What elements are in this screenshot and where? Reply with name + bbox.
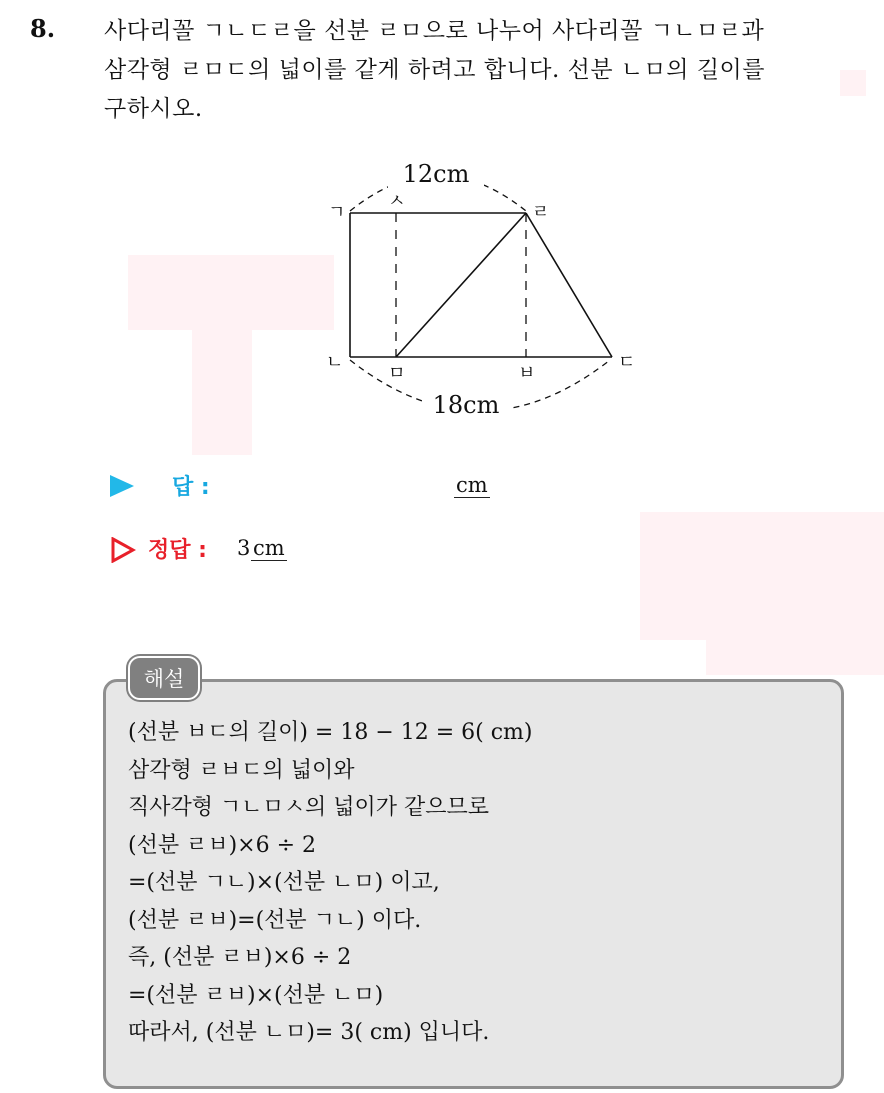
side-rd xyxy=(526,213,612,357)
bottom-length-label: 18cm xyxy=(432,391,500,419)
vertex-label-s: ㅅ xyxy=(388,191,406,212)
correct-answer-unit: cm xyxy=(253,536,285,560)
segment-rm xyxy=(396,213,526,357)
hollow-play-icon xyxy=(110,537,136,563)
question-number: 8. xyxy=(30,14,56,43)
filled-play-icon xyxy=(110,475,134,497)
explanation-body xyxy=(128,714,828,1052)
explanation-tab: 해설 xyxy=(128,656,200,700)
correct-answer-value: 3 xyxy=(237,536,251,560)
vertex-label-d: ㄷ xyxy=(618,352,636,373)
trapezoid-figure xyxy=(310,152,650,427)
background-blotch xyxy=(128,255,334,330)
vertex-label-r: ㄹ xyxy=(532,202,550,223)
explanation-box xyxy=(103,679,844,1089)
question-line: 구하시오. xyxy=(104,96,203,122)
answer-label: 답 : xyxy=(172,475,210,500)
background-blotch xyxy=(706,635,884,675)
trapezoid-diagram xyxy=(310,152,650,427)
explanation-line: 삼각형 ㄹㅂㄷ의 넓이와 xyxy=(128,757,355,783)
answer-unit: cm xyxy=(456,473,488,497)
top-length-label: 12cm xyxy=(402,160,470,188)
explanation-line: =(선분 ㄱㄴ)×(선분 ㄴㅁ) 이고, xyxy=(128,870,440,895)
explanation-line: 따라서, (선분 ㄴㅁ)= 3( cm) 입니다. xyxy=(128,1020,490,1045)
explanation-line: (선분 ㄹㅂ)×6 ÷ 2 xyxy=(128,832,317,858)
question-text xyxy=(104,12,874,129)
question-line: 삼각형 ㄹㅁㄷ의 넓이를 같게 하려고 합니다. 선분 ㄴㅁ의 길이를 xyxy=(104,57,765,83)
vertex-label-g: ㄱ xyxy=(328,202,346,223)
explanation-line: =(선분 ㄹㅂ)×(선분 ㄴㅁ) xyxy=(128,982,384,1008)
vertex-label-n: ㄴ xyxy=(326,352,344,373)
question-line: 사다리꼴 ㄱㄴㄷㄹ을 선분 ㄹㅁ으로 나누어 사다리꼴 ㄱㄴㅁㄹ과 xyxy=(104,18,765,44)
background-blotch xyxy=(192,325,252,455)
explanation-line: (선분 ㅂㄷ의 길이) = 18 − 12 = 6( cm) xyxy=(128,720,533,745)
explanation-line: 즉, (선분 ㄹㅂ)×6 ÷ 2 xyxy=(128,945,352,970)
correct-answer-row xyxy=(110,533,710,569)
explanation-line: 직사각형 ㄱㄴㅁㅅ의 넓이가 같으므로 xyxy=(128,795,490,820)
explanation-line: (선분 ㄹㅂ)=(선분 ㄱㄴ) 이다. xyxy=(128,907,422,933)
vertex-label-m: ㅁ xyxy=(388,363,406,384)
background-blotch xyxy=(640,512,884,640)
correct-answer-label: 정답 : xyxy=(148,538,207,563)
answer-row xyxy=(110,470,710,504)
vertex-label-b: ㅂ xyxy=(518,363,536,384)
